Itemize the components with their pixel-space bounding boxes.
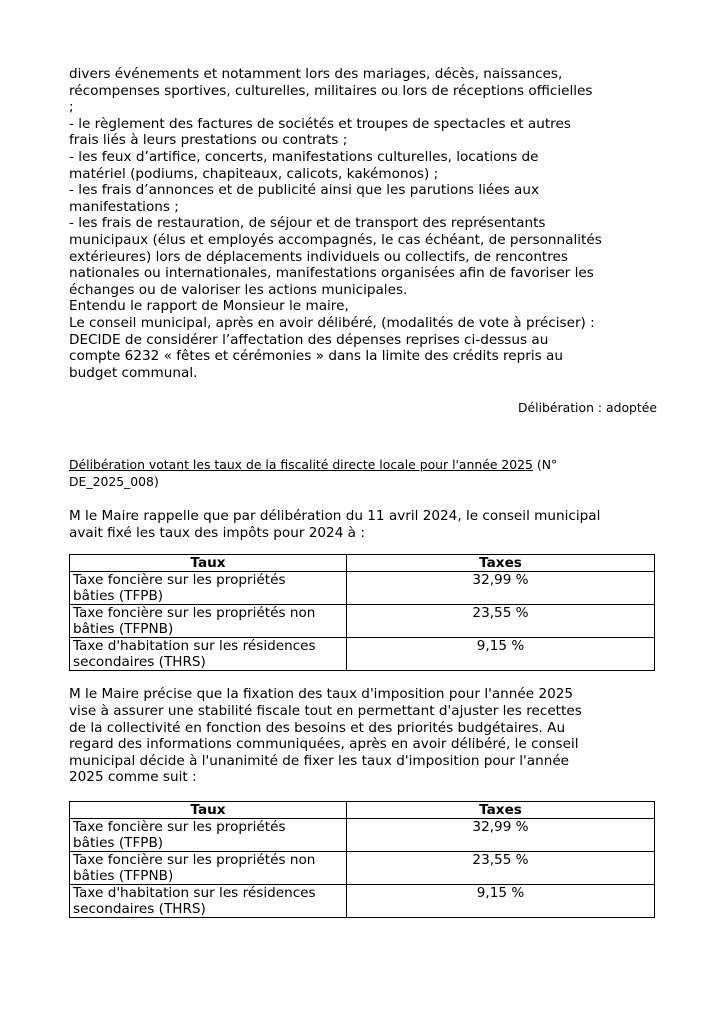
table-row [70, 885, 655, 918]
deliberation-ref-prefix: (N° [532, 457, 558, 473]
table-row [70, 852, 655, 885]
text-line: regard des informations communiquées, après en avoir délibéré, le conseil [69, 736, 579, 753]
tax-name: Taxe d'habitation sur les résidences secondaires (THRS) [70, 885, 347, 918]
text-line: - les frais d’annonces et de publicité ainsi que les parutions liées aux [69, 182, 540, 199]
tax-name: Taxe foncière sur les propriétés non bâties (TFPNB) [70, 605, 347, 638]
tax-name: Taxe foncière sur les propriétés bâties (TFPB) [70, 572, 347, 605]
deliberation-ref: DE_2025_008) [69, 474, 159, 490]
text-line: récompenses sportives, culturelles, militaires ou lors de réceptions officielles [69, 82, 593, 99]
tax-name: Taxe d'habitation sur les résidences secondaires (THRS) [70, 638, 347, 671]
tax-rate: 23,55 % [347, 605, 655, 638]
decision-paragraph [69, 686, 657, 786]
adoption-status: Délibération : adoptée [517, 400, 657, 416]
tax-name: Taxe foncière sur les propriétés bâties (TFPB) [70, 819, 347, 852]
text-line: Entendu le rapport de Monsieur le maire, [69, 298, 349, 315]
header-taux: Taux [70, 802, 347, 819]
text-line: budget communal. [69, 364, 198, 381]
text-line: frais liés à leurs prestations ou contrats ; [69, 132, 348, 149]
text-line: M le Maire rappelle que par délibération du 11 avril 2024, le conseil municipal [69, 508, 601, 525]
text-line: avait fixé les taux des impôts pour 2024 à : [69, 524, 365, 541]
text-line: M le Maire précise que la fixation des taux d'imposition pour l'année 2025 [69, 686, 574, 703]
text-line: - les feux d’artifice, concerts, manifestations culturelles, locations de [69, 148, 539, 165]
table-row [70, 819, 655, 852]
text-line: DECIDE de considérer l’affectation des dépenses reprises ci-dessus au [69, 331, 549, 348]
deliberation-title-text: Délibération votant les taux de la fiscalité directe locale pour l'année 2025 [69, 457, 533, 473]
text-line: ; [69, 99, 74, 116]
table-header-row [70, 802, 655, 819]
text-line: compte 6232 « fêtes et cérémonies » dans la limite des crédits repris au [69, 348, 563, 365]
tax-rate: 32,99 % [347, 819, 655, 852]
text-line: nationales ou internationales, manifestations organisées afin de favoriser les [69, 265, 594, 282]
text-line: échanges ou de valoriser les actions municipales. [69, 281, 408, 298]
header-taxes: Taxes [347, 802, 655, 819]
tax-name: Taxe foncière sur les propriétés non bâties (TFPNB) [70, 852, 347, 885]
text-line: matériel (podiums, chapiteaux, calicots, kakémonos) ; [69, 165, 439, 182]
text-line: 2025 comme suit : [69, 769, 197, 786]
text-line: manifestations ; [69, 198, 179, 215]
text-line: vise à assurer une stabilité fiscale tout en permettant d'ajuster les recettes [69, 703, 582, 720]
text-line: extérieures) lors de déplacements individuels ou collectifs, de rencontres [69, 248, 568, 265]
text-line: divers événements et notamment lors des mariages, décès, naissances, [69, 66, 563, 82]
tax-rate: 9,15 % [347, 885, 655, 918]
tax-rate: 9,15 % [347, 638, 655, 671]
tax-rates-table-2024 [69, 554, 655, 671]
table-header-row [70, 555, 655, 572]
text-line: municipal décide à l'unanimité de fixer les taux d'imposition pour l'année [69, 752, 570, 769]
table-row [70, 572, 655, 605]
deliberation-title [69, 456, 657, 490]
document-page [69, 66, 657, 918]
text-line: - le règlement des factures de sociétés et troupes de spectacles et autres [69, 115, 571, 132]
table-row [70, 605, 655, 638]
intro-paragraph [69, 508, 657, 541]
text-line: - les frais de restauration, de séjour et de transport des représentants [69, 215, 546, 232]
tax-rate: 23,55 % [347, 852, 655, 885]
expense-list-paragraph [69, 66, 657, 381]
tax-rates-table-2025 [69, 801, 655, 918]
text-line: de la collectivité en fonction des besoins et des priorités budgétaires. Au [69, 719, 566, 736]
table-row [70, 638, 655, 671]
text-line: Le conseil municipal, après en avoir délibéré, (modalités de vote à préciser) : [69, 314, 595, 331]
text-line: municipaux (élus et employés accompagnés, le cas échéant, de personnalités [69, 231, 602, 248]
tax-rate: 32,99 % [347, 572, 655, 605]
header-taux: Taux [70, 555, 347, 572]
header-taxes: Taxes [347, 555, 655, 572]
